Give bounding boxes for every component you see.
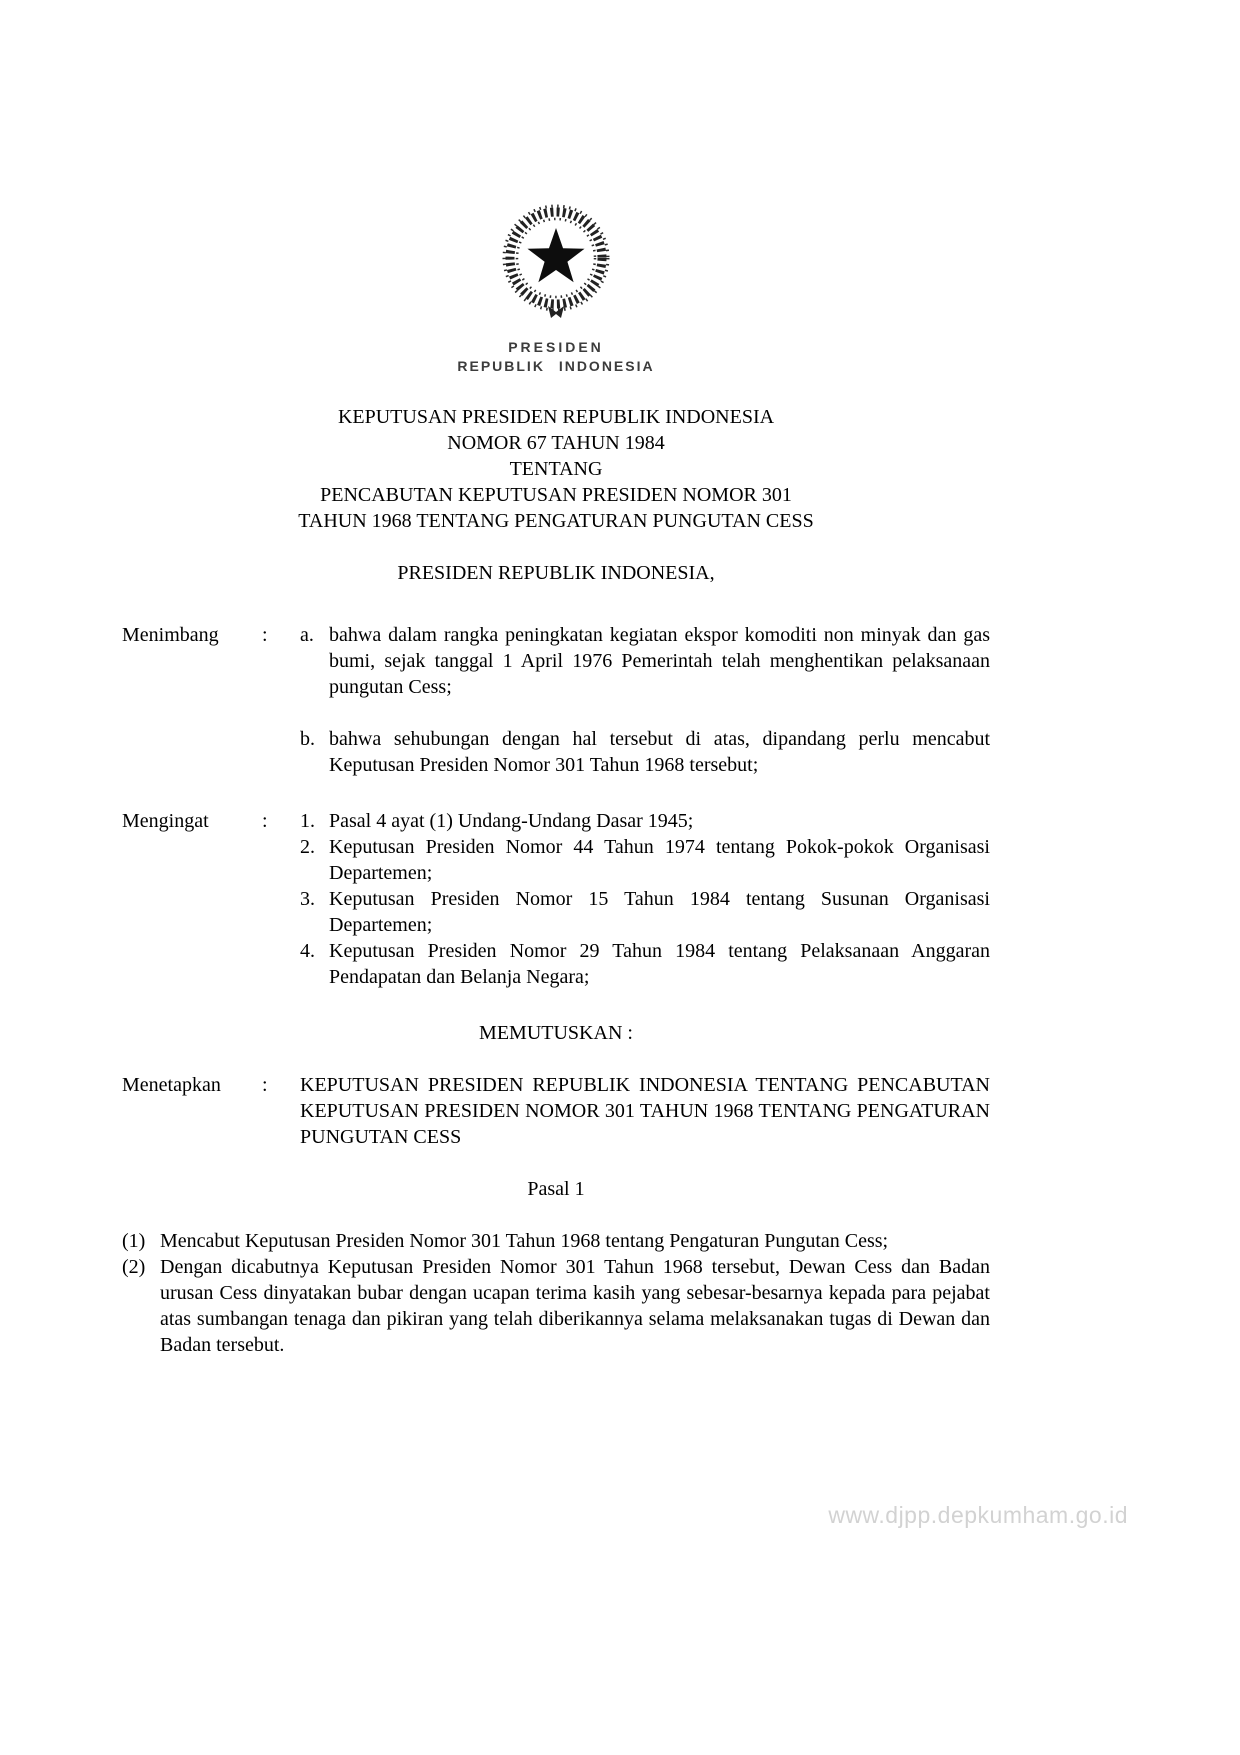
menetapkan-section [122,1072,990,1150]
mengingat-label: Mengingat [122,810,209,832]
menimbang-items [300,622,990,778]
watermark-url: www.djpp.depkumham.go.id [828,1502,1128,1528]
list-item [300,834,990,886]
presidential-emblem-block [122,0,990,376]
list-item-marker: 1. [300,810,315,832]
list-item-marker: (1) [122,1230,146,1252]
decree-title-line2: NOMOR 67 TAHUN 1984 [447,432,665,454]
salutation: PRESIDEN REPUBLIK INDONESIA, [397,562,715,584]
list-item-text: bahwa sehubungan dengan hal tersebut di atas, dipandang perlu mencabut Keputusan Presiden Nomor 301 Tahun 1968 tersebut; [329,728,990,776]
emblem-caption-republik-indonesia: REPUBLIK INDONESIA [457,358,655,374]
list-item-text: Dengan dicabutnya Keputusan Presiden Nomor 301 Tahun 1968 tersebut, Dewan Cess dan Badan urusan Cess dinyatakan bubar dengan ucapan terima kasih yang sebesar-besarnya kepada para pejabat atas sumbangan tenaga dan pikiran yang telah diberikannya selama melaksanakan tugas di Dewan dan Badan tersebut. [160,1256,990,1356]
mengingat-items [300,808,990,990]
list-item-text: Keputusan Presiden Nomor 44 Tahun 1974 tentang Pokok-pokok Organisasi Departemen; [329,836,990,884]
list-item [122,1254,990,1358]
menetapkan-text: KEPUTUSAN PRESIDEN REPUBLIK INDONESIA TENTANG PENCABUTAN KEPUTUSAN PRESIDEN NOMOR 301 TAHUN 1968 TENTANG PENGATURAN PUNGUTAN CESS [300,1074,990,1148]
list-item-marker: (2) [122,1256,146,1278]
menimbang-label: Menimbang [122,624,219,646]
menimbang-section [122,622,990,778]
list-item-marker: 4. [300,940,315,962]
menetapkan-label: Menetapkan [122,1074,221,1096]
decree-title-line3: TENTANG [509,458,603,480]
list-item-marker: a. [300,624,314,646]
list-item [300,726,990,778]
decree-title-line5: TAHUN 1968 TENTANG PENGATURAN PUNGUTAN CESS [298,510,814,532]
list-item [300,886,990,938]
list-item [300,622,990,700]
memutuskan-heading: MEMUTUSKAN : [479,1022,633,1044]
mengingat-section [122,808,990,990]
pasal-1-heading: Pasal 1 [527,1178,585,1200]
list-item-text: bahwa dalam rangka peningkatan kegiatan ekspor komoditi non minyak dan gas bumi, sejak tanggal 1 April 1976 Pemerintah telah menghentikan pelaksanaan pungutan Cess; [329,624,990,698]
decree-title-line1: KEPUTUSAN PRESIDEN REPUBLIK INDONESIA [337,406,775,428]
mengingat-colon: : [262,810,268,832]
list-item [122,1228,990,1254]
list-item-text: Mencabut Keputusan Presiden Nomor 301 Tahun 1968 tentang Pengaturan Pungutan Cess; [160,1230,889,1252]
list-item-marker: b. [300,728,315,750]
list-item [300,938,990,990]
list-item-text: Pasal 4 ayat (1) Undang-Undang Dasar 1945; [329,810,694,832]
document-content [122,0,990,1358]
presidential-seal-icon [495,200,617,332]
decree-title-line4: PENCABUTAN KEPUTUSAN PRESIDEN NOMOR 301 [320,484,792,506]
list-item-text: Keputusan Presiden Nomor 15 Tahun 1984 tentang Susunan Organisasi Departemen; [329,888,990,936]
list-item-text: Keputusan Presiden Nomor 29 Tahun 1984 tentang Pelaksanaan Anggaran Pendapatan dan Belanja Negara; [329,940,990,988]
decree-title [122,404,990,534]
list-item [300,808,990,834]
list-item-marker: 2. [300,836,315,858]
pasal-1-items [122,1228,990,1358]
list-item-marker: 3. [300,888,315,910]
emblem-caption-presiden: PRESIDEN [508,339,604,355]
menimbang-colon: : [262,624,268,646]
menetapkan-colon: : [262,1074,268,1096]
